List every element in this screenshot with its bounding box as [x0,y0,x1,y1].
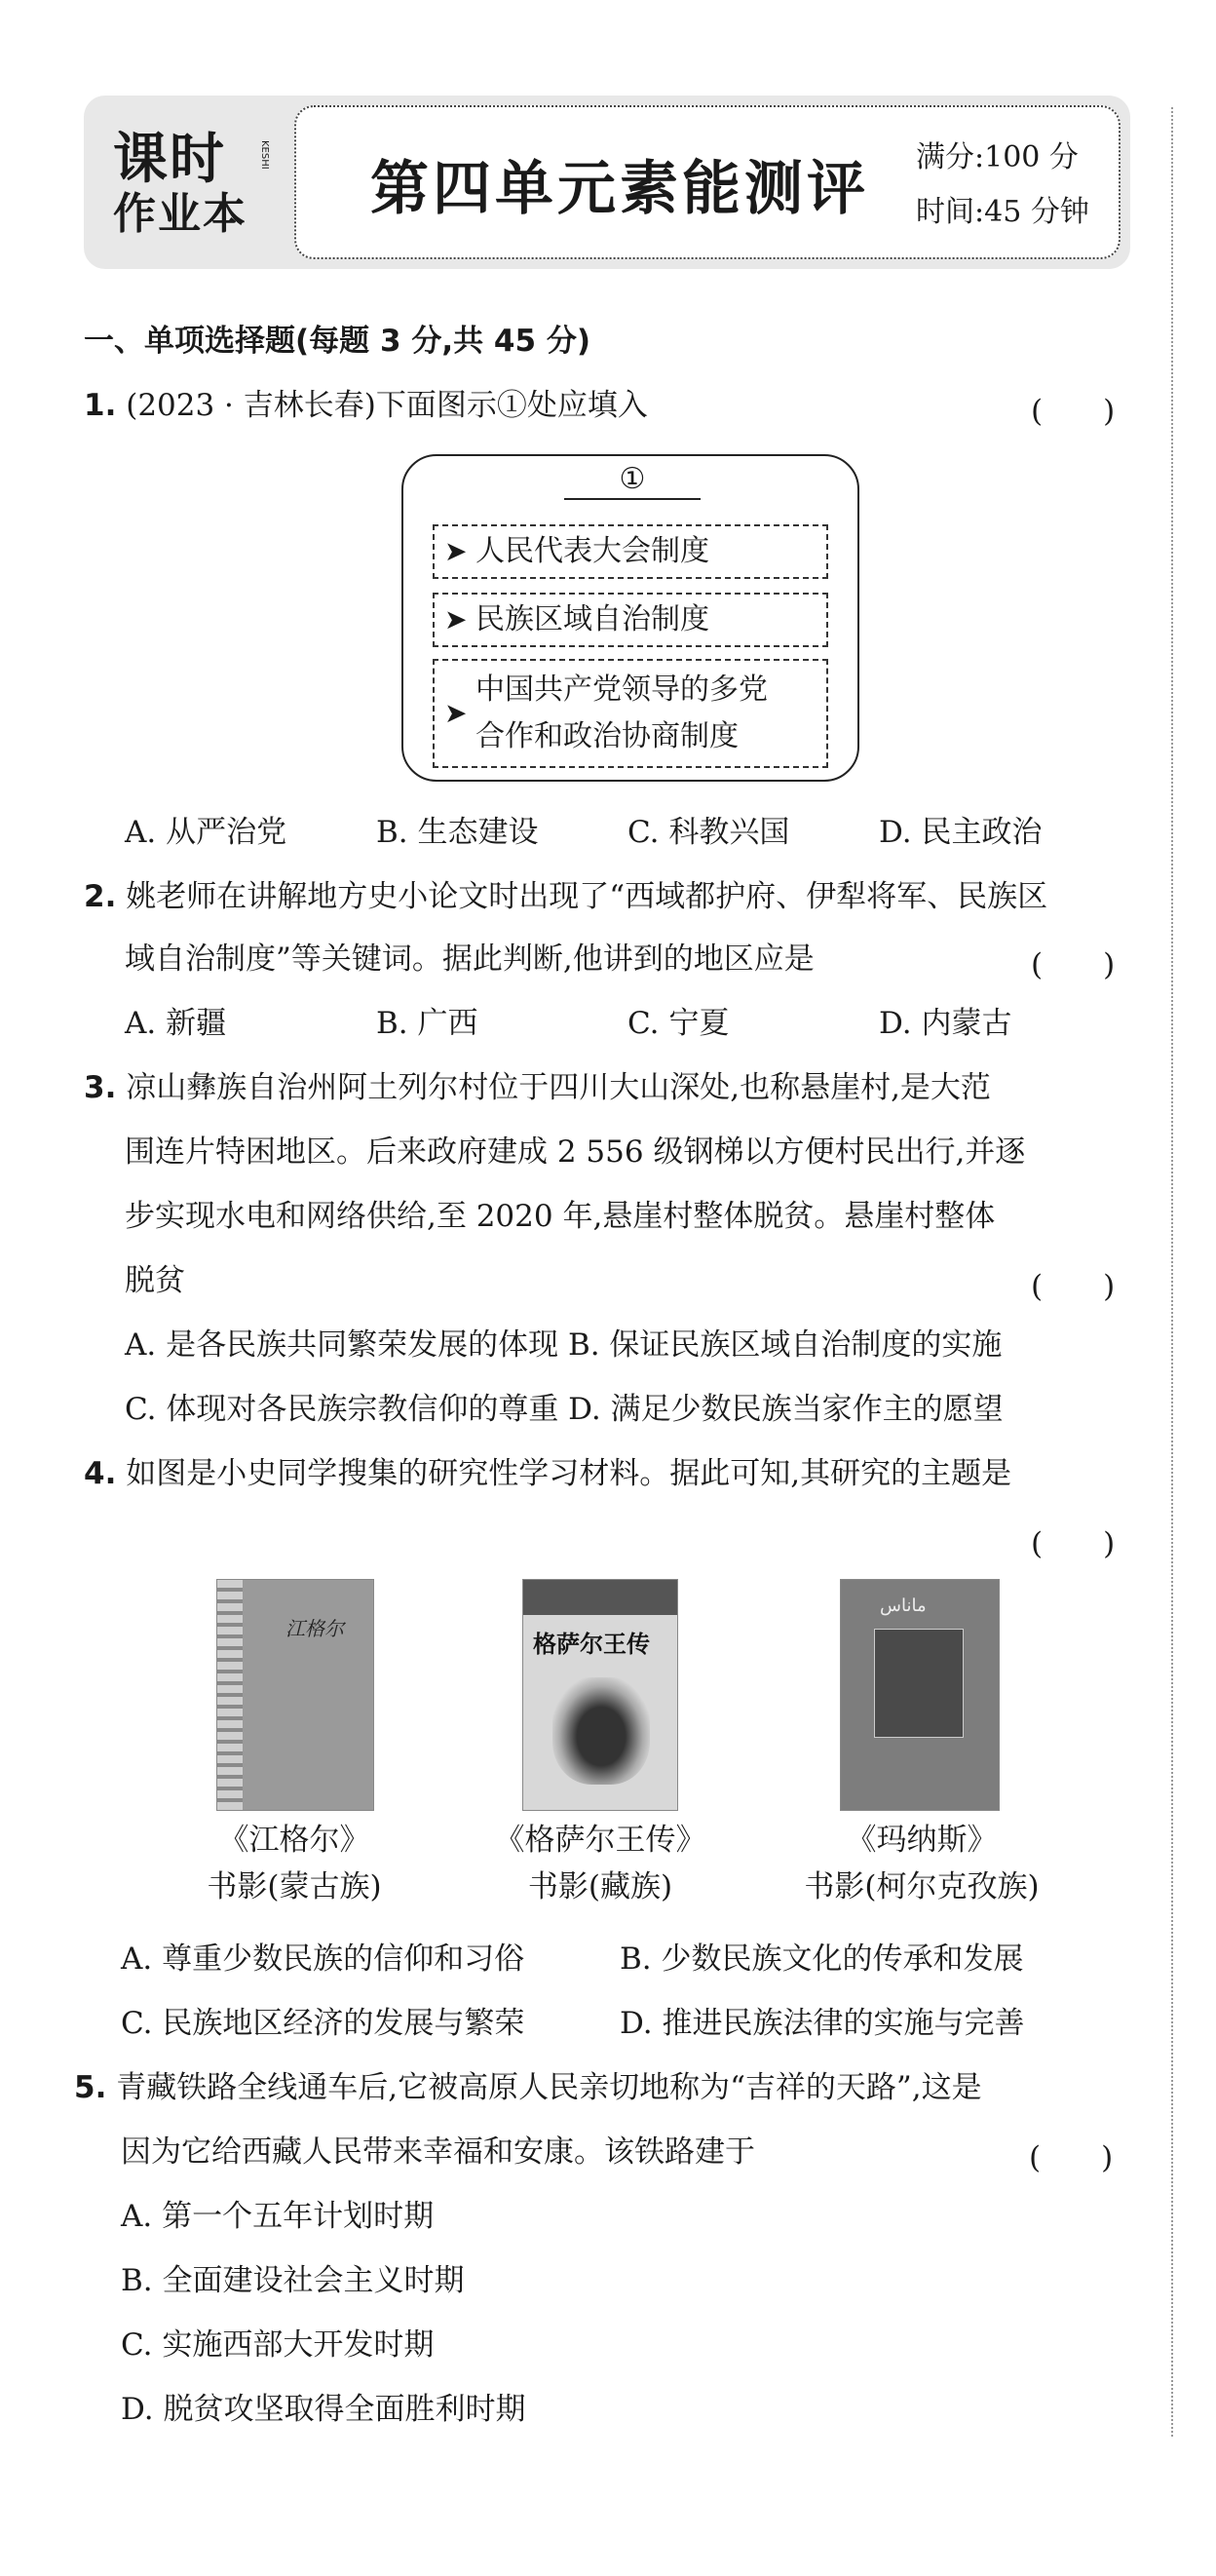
question-stem: 姚老师在讲解地方史小论文时出现了“西域都护府、伊犁将军、民族区 [126,879,1048,914]
exam-time: 时间:45 分钟 [916,195,1089,229]
question-stem-line: 因为它给西藏人民带来幸福和安康。该铁路建于 [121,2134,755,2170]
book-cover-title: ماناس [880,1596,927,1616]
question-number: 4. [84,1456,117,1491]
book-caption: 《格萨尔王传》 书影(藏族) [494,1823,706,1904]
horse-rider-illustration [552,1677,650,1785]
option-c[interactable]: C. 民族地区经济的发展与繁荣 [121,2006,525,2041]
book-cover-jianggeer [216,1579,374,1811]
question-stem: (2023 · 吉林长春)下面图示①处应填入 [126,388,648,423]
question-number: 2. [84,879,117,914]
arrow-icon: ➤ [444,535,468,567]
question-number: 5. [74,2070,107,2105]
book-cover-gesaer [522,1579,678,1811]
logo-small: KESHI [259,140,270,170]
option-a[interactable]: A. 尊重少数民族的信仰和习俗 [121,1942,525,1977]
question-stem: 如图是小史同学搜集的研究性学习材料。据此可知,其研究的主题是 [126,1456,1012,1491]
options-ab[interactable]: A. 是各民族共同繁荣发展的体现 B. 保证民族区域自治制度的实施 [125,1327,1003,1363]
option-b[interactable]: B. 全面建设社会主义时期 [121,2263,465,2298]
book-panel [874,1629,964,1738]
option-c[interactable]: C. 实施西部大开发时期 [121,2327,435,2363]
options-cd[interactable]: C. 体现对各民族宗教信仰的尊重 D. 满足少数民族当家作主的愿望 [125,1392,1004,1427]
question-number: 1. [84,388,117,423]
answer-blank[interactable]: ( ) [1031,394,1116,429]
question-number: 3. [84,1070,117,1105]
book-cover-manas [840,1579,1000,1811]
answer-blank[interactable]: ( ) [1029,2140,1114,2175]
full-score: 满分:100 分 [916,140,1079,174]
option-d[interactable]: D. 内蒙古 [879,1006,1012,1041]
question-stem-line: 域自治制度”等关键词。据此判断,他讲到的地区应是 [125,942,815,977]
header-banner [84,96,1130,269]
page-title: 第四单元素能测评 [370,155,869,223]
book-caption: 《玛纳斯》 书影(柯尔克孜族) [804,1823,1040,1904]
answer-blank[interactable]: ( ) [1031,1269,1116,1304]
book-band [523,1580,677,1615]
diagram-head: ① [564,462,701,500]
option-b[interactable]: B. 广西 [376,1006,478,1041]
book-spine [217,1580,243,1810]
option-a[interactable]: A. 第一个五年计划时期 [121,2199,435,2234]
question-stem-line: 围连片特困地区。后来政府建成 2 556 级钢梯以方便村民出行,并逐 [125,1134,1026,1170]
option-c[interactable]: C. 宁夏 [627,1006,730,1041]
book-cover-title: 格萨尔王传 [533,1631,650,1658]
option-d[interactable]: D. 民主政治 [879,815,1043,850]
book-caption: 《江格尔》 书影(蒙古族) [207,1823,382,1904]
question-4 [84,1454,1011,1493]
question-stem: 青藏铁路全线通车后,它被高原人民亲切地称为“吉祥的天路”,这是 [116,2070,982,2105]
title-box [294,105,1121,259]
question-stem-line: 脱贫 [125,1263,185,1298]
q1-diagram [401,454,859,782]
question-stem-line: 步实现水电和网络供给,至 2020 年,悬崖村整体脱贫。悬崖村整体 [125,1199,996,1234]
book-cover-title: 江格尔 [285,1617,344,1640]
diagram-item: ➤ 人民代表大会制度 [433,524,828,579]
option-d[interactable]: D. 脱贫攻坚取得全面胜利时期 [121,2392,526,2427]
exam-meta [916,131,1089,240]
diagram-item: ➤ 中国共产党领导的多党 合作和政治协商制度 [433,659,828,768]
section-title: 一、单项选择题(每题 3 分,共 45 分) [84,324,590,359]
option-a[interactable]: A. 从严治党 [125,815,287,850]
option-c[interactable]: C. 科教兴国 [627,815,790,850]
option-d[interactable]: D. 推进民族法律的实施与完善 [620,2006,1025,2041]
logo-line2: 作业本 [113,189,247,239]
diagram-item: ➤ 民族区域自治制度 [433,593,828,647]
question-5 [74,2068,982,2107]
answer-blank[interactable]: ( ) [1031,1526,1116,1561]
question-1 [84,386,648,425]
logo-line1: 课时 [113,128,226,191]
question-stem: 凉山彝族自治州阿土列尔村位于四川大山深处,也称悬崖村,是大范 [126,1070,991,1105]
option-b[interactable]: B. 生态建设 [376,815,539,850]
question-3 [84,1068,991,1107]
arrow-icon: ➤ [444,697,468,729]
arrow-icon: ➤ [444,603,468,635]
question-2 [84,877,1047,916]
page-margin-line [1171,107,1173,2437]
option-a[interactable]: A. 新疆 [125,1006,227,1041]
option-b[interactable]: B. 少数民族文化的传承和发展 [620,1942,1024,1977]
answer-blank[interactable]: ( ) [1031,947,1116,982]
